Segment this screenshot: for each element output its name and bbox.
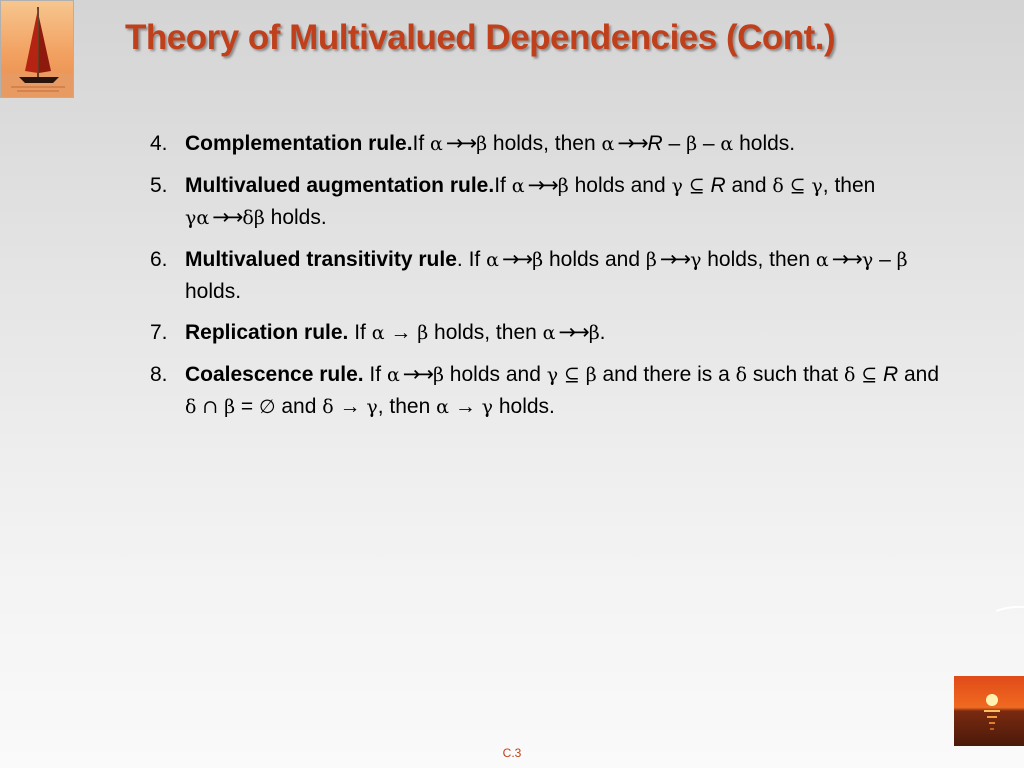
math-symbol: δβ bbox=[242, 207, 265, 229]
rule-name: Coalescence rule. bbox=[185, 363, 364, 386]
math-symbol: β bbox=[686, 133, 698, 155]
math-symbol: δ bbox=[735, 364, 748, 386]
math-symbol: δ bbox=[843, 364, 856, 386]
rule-text bbox=[185, 244, 940, 307]
relation-name: R bbox=[647, 132, 663, 155]
math-symbol: ⊆ bbox=[861, 364, 878, 386]
rule-item bbox=[150, 128, 940, 160]
rule-text-segment: . If bbox=[456, 248, 487, 271]
mvd-arrow-icon: →→ bbox=[402, 362, 430, 386]
rule-text-segment: If bbox=[494, 174, 512, 197]
math-symbol: α bbox=[430, 133, 443, 155]
mvd-arrow-icon: →→ bbox=[558, 320, 586, 344]
math-symbol: β bbox=[476, 133, 488, 155]
rule-text-segment: and bbox=[898, 363, 940, 386]
rule-text-segment: holds. bbox=[493, 395, 555, 418]
rule-number: 6. bbox=[150, 248, 168, 271]
rule-text bbox=[185, 317, 940, 349]
rule-text-segment: = bbox=[235, 395, 259, 418]
mvd-arrow-icon: →→ bbox=[617, 131, 645, 155]
mvd-arrow-icon: →→ bbox=[527, 173, 555, 197]
rule-text-segment: and there is a bbox=[596, 363, 736, 386]
math-symbol: γ bbox=[546, 364, 559, 386]
rule-number: 5. bbox=[150, 174, 168, 197]
rule-name: Replication rule. bbox=[185, 321, 349, 344]
mvd-arrow-icon: →→ bbox=[445, 131, 474, 155]
math-symbol: γ bbox=[861, 249, 874, 271]
math-symbol: α bbox=[720, 133, 734, 155]
math-symbol: β bbox=[557, 175, 569, 197]
rule-text-segment: . bbox=[599, 321, 606, 344]
math-symbol: ⊆ bbox=[789, 175, 806, 197]
rule-text bbox=[185, 359, 940, 423]
relation-name: R bbox=[883, 363, 899, 386]
sunset-icon bbox=[954, 676, 1024, 746]
math-symbol: β bbox=[896, 249, 908, 271]
math-symbol: α bbox=[486, 249, 499, 271]
rule-text-segment: and bbox=[275, 395, 323, 418]
rule-text-segment: holds, then bbox=[428, 321, 543, 344]
mvd-arrow-icon: →→ bbox=[501, 247, 530, 271]
page-number: C.3 bbox=[502, 746, 522, 760]
math-symbol: β bbox=[585, 364, 597, 386]
rule-item bbox=[150, 244, 940, 307]
rule-text-segment: If bbox=[363, 363, 387, 386]
mvd-arrow-icon: →→ bbox=[831, 247, 859, 271]
rule-text-segment: If bbox=[348, 321, 372, 344]
math-symbol: γ bbox=[481, 396, 494, 418]
math-symbol: γ bbox=[366, 396, 378, 418]
math-symbol: α bbox=[542, 322, 556, 344]
math-symbol: β bbox=[588, 322, 600, 344]
math-symbol: α bbox=[436, 396, 449, 418]
rule-text-segment: , then bbox=[377, 395, 437, 418]
rule-item bbox=[150, 359, 940, 423]
mvd-arrow-icon: →→ bbox=[212, 205, 240, 229]
rule-text-segment: If bbox=[412, 132, 431, 155]
decorative-curve-icon bbox=[996, 606, 1024, 612]
page-title: Theory of Multivalued Dependencies (Cont.) bbox=[125, 18, 836, 57]
rule-text-segment: → bbox=[384, 321, 418, 344]
math-symbol: ∅ bbox=[258, 396, 276, 418]
math-symbol: γα bbox=[185, 207, 210, 229]
math-symbol: α bbox=[601, 133, 615, 155]
math-symbol: β bbox=[532, 249, 544, 271]
rule-text-segment: → bbox=[333, 395, 367, 418]
math-symbol: α bbox=[511, 175, 525, 197]
rule-text-segment: holds. bbox=[185, 280, 242, 303]
rule-text-segment: such that bbox=[747, 363, 844, 386]
rule-name: Complementation rule. bbox=[185, 132, 413, 155]
rules-list bbox=[150, 128, 940, 433]
math-symbol: ⊆ bbox=[688, 175, 705, 197]
rule-name: Multivalued augmentation rule. bbox=[185, 174, 495, 197]
rule-item bbox=[150, 170, 940, 234]
rule-text-segment: holds and bbox=[543, 248, 646, 271]
rule-item bbox=[150, 317, 940, 349]
rule-text-segment: holds, then bbox=[701, 248, 816, 271]
math-symbol: δ bbox=[322, 396, 334, 418]
rule-number: 8. bbox=[150, 363, 168, 386]
math-symbol: γ bbox=[671, 175, 683, 197]
math-symbol: β bbox=[432, 364, 444, 386]
rule-text bbox=[185, 128, 940, 160]
rule-number: 7. bbox=[150, 321, 168, 344]
rule-text-segment: – bbox=[873, 248, 897, 271]
math-symbol: δ bbox=[185, 396, 197, 418]
math-symbol: δ bbox=[772, 175, 784, 197]
rule-text bbox=[185, 170, 940, 234]
math-symbol: γ bbox=[690, 249, 702, 271]
rule-text-segment: holds and bbox=[443, 363, 547, 386]
math-symbol: β bbox=[224, 396, 236, 418]
math-symbol: β bbox=[417, 322, 429, 344]
rule-text-segment: holds. bbox=[264, 206, 327, 229]
rule-number: 4. bbox=[150, 132, 168, 155]
rule-text-segment: holds. bbox=[733, 132, 796, 155]
math-symbol: ∩ bbox=[202, 396, 219, 418]
rule-text-segment: , then bbox=[822, 174, 876, 197]
math-symbol: α bbox=[371, 322, 385, 344]
sailboat-logo-icon bbox=[0, 0, 74, 98]
rule-text-segment: – bbox=[697, 132, 721, 155]
mvd-arrow-icon: →→ bbox=[659, 247, 688, 271]
math-symbol: ⊆ bbox=[563, 364, 580, 386]
math-symbol: α bbox=[815, 249, 829, 271]
rule-text-segment: holds and bbox=[568, 174, 672, 197]
rule-text-segment: → bbox=[448, 395, 482, 418]
rule-text-segment: and bbox=[725, 174, 773, 197]
rule-name: Multivalued transitivity rule bbox=[185, 248, 457, 271]
rule-text-segment: – bbox=[662, 132, 687, 155]
math-symbol: α bbox=[386, 364, 400, 386]
math-symbol: β bbox=[645, 249, 657, 271]
relation-name: R bbox=[710, 174, 726, 197]
math-symbol: γ bbox=[811, 175, 823, 197]
rule-text-segment: holds, then bbox=[487, 132, 602, 155]
